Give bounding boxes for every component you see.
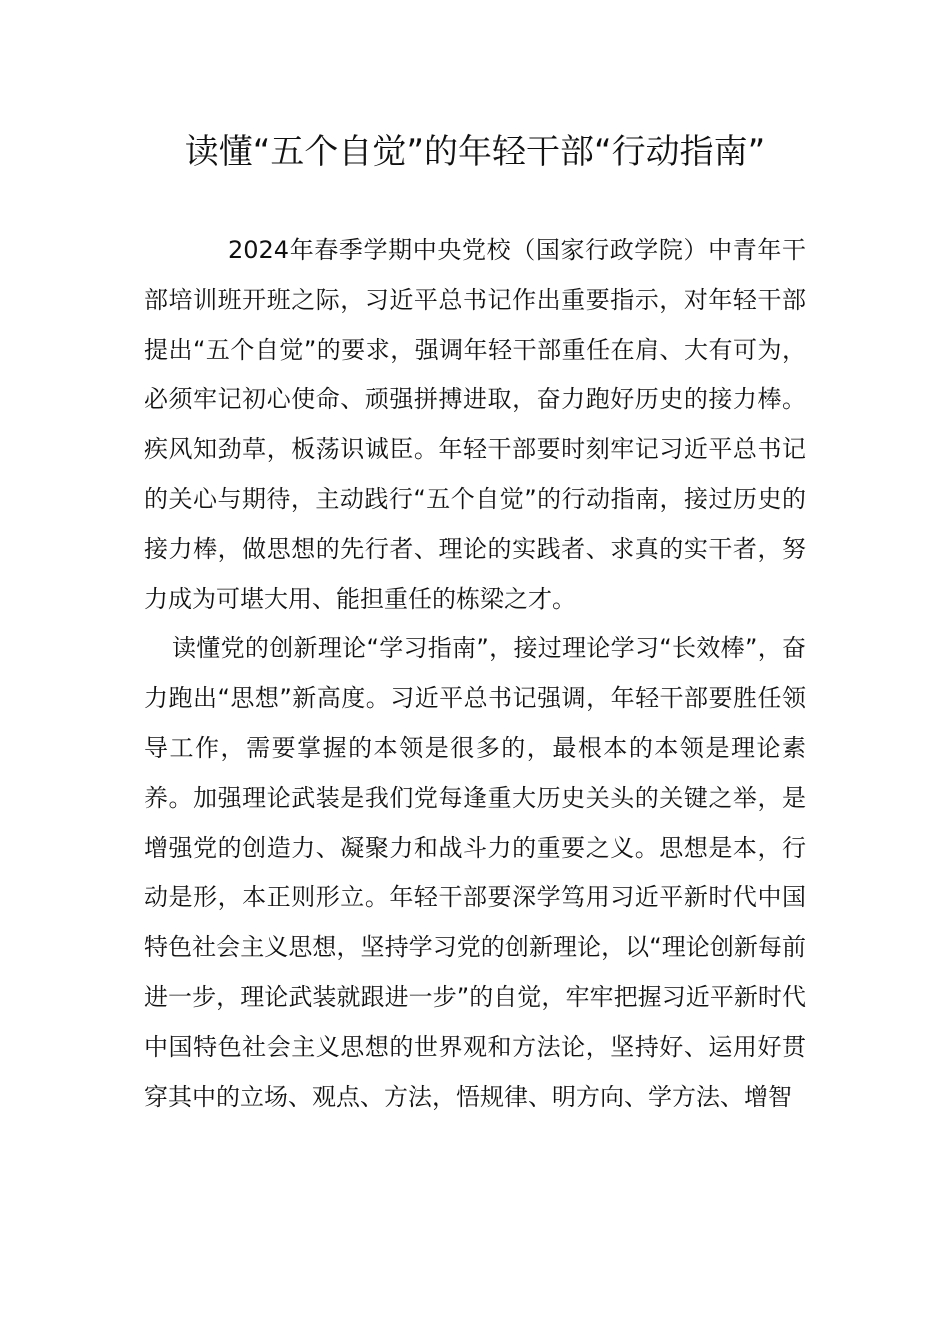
paragraph-intro: 2024年春季学期中央党校（国家行政学院）中青年干部培训班开班之际，习近平总书记作出重要指示，对年轻干部提出“五个自觉”的要求，强调年轻干部重任在肩、大有可为，必须牢记初心使命、顽强拼搏进取，奋力跑好历史的接力棒。疾风知劲草，板荡识诚臣。年轻干部要时刻牢记习近平总书记的关心与期待，主动践行“五个自觉”的行动指南，接过历史的接力棒，做思想的先行者、理论的实践者、求真的实干者，努力成为可堪大用、能担重任的栋梁之才。: [144, 236, 806, 613]
document-body: [144, 226, 806, 1122]
paragraph-theory-study: 读懂党的创新理论“学习指南”，接过理论学习“长效棒”，奋力跑出“思想”新高度。习近平总书记强调，年轻干部要胜任领导工作，需要掌握的本领是很多的，最根本的本领是理论素养。加强理论武装是我们党每逢重大历史关头的关键之举，是增强党的创造力、凝聚力和战斗力的重要之义。思想是本，行动是形，本正则形立。年轻干部要深学笃用习近平新时代中国特色社会主义思想，坚持学习党的创新理论，以“理论创新每前进一步，理论武装就跟进一步”的自觉，牢牢把握习近平新时代中国特色社会主义思想的世界观和方法论，坚持好、运用好贯穿其中的立场、观点、方法，悟规律、明方向、学方法、增智: [144, 634, 806, 1111]
document-title: 读懂“五个自觉”的年轻干部“行动指南”: [184, 132, 766, 172]
